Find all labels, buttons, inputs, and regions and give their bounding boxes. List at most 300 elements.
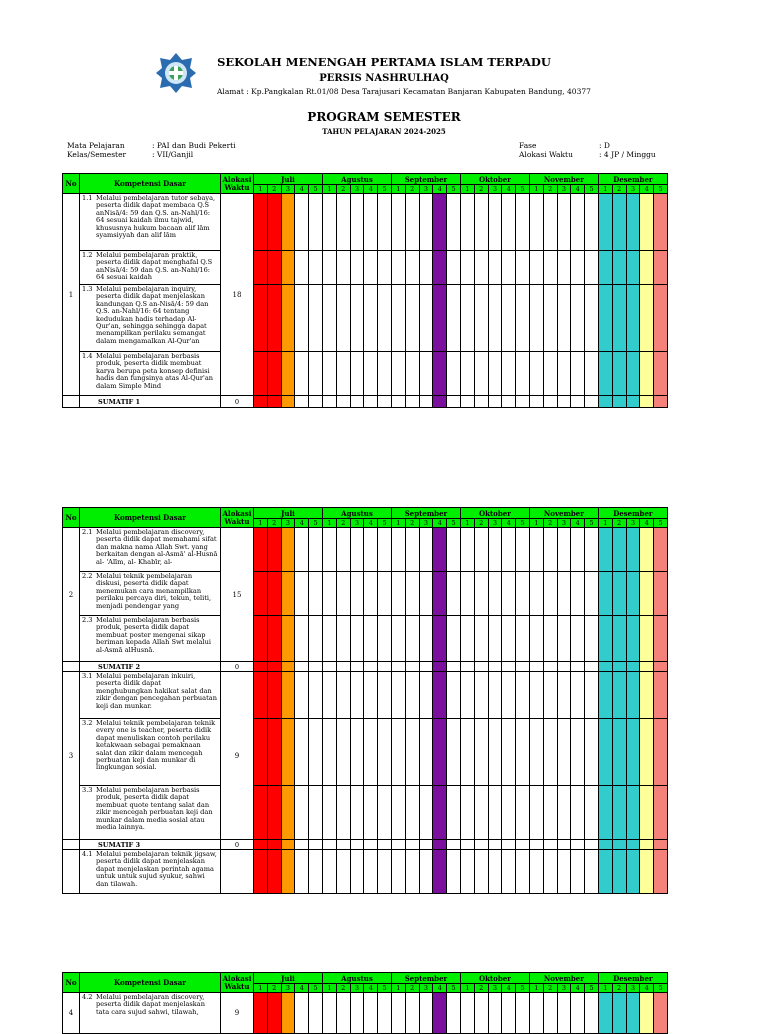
week-cell [585,840,599,850]
week-cell [529,396,543,408]
kelas-value: : VII/Ganjil [152,150,194,159]
week-cell [405,719,419,786]
week-cell [267,396,281,408]
kd-text: Melalui pembelajaran berbasis produk, peserta didik dapat membuat poster mengenai sikap beriman kepada Allah Swt melalui al-Asmā alHusnā. [96,616,212,654]
week-cell [612,840,626,850]
week-header: 1 [391,519,405,528]
week-cell [391,285,405,352]
meta-labels-right [519,141,573,159]
kd-cell [80,786,221,840]
week-cell [447,850,461,894]
month-header: Juli [254,973,323,984]
week-cell [336,285,350,352]
week-cell [281,396,295,408]
week-cell [391,662,405,672]
week-cell [267,719,281,786]
week-cell [460,194,474,251]
week-cell [543,672,557,719]
week-cell [322,850,336,894]
week-header: 4 [571,984,585,993]
kd-cell [80,850,221,894]
week-cell [543,528,557,572]
week-cell [405,285,419,352]
week-cell [640,396,654,408]
kd-text: Melalui pembelajaran inkuiri, peserta didik dapat menghubungkan hakikat salat dan zikir dengan pencegahan perbuatan keji dan munkar. [96,672,217,710]
week-cell [295,786,309,840]
week-cell [281,786,295,840]
week-header: 4 [295,519,309,528]
month-header: Agustus [322,508,391,519]
week-header: 4 [640,185,654,194]
col-header-alokasi [221,973,254,993]
week-cell [433,850,447,894]
week-cell [640,352,654,396]
month-header: Juli [254,508,323,519]
week-cell [295,616,309,662]
week-cell [378,840,392,850]
week-header: 3 [626,185,640,194]
week-cell [391,993,405,1034]
kd-number: 2.3 [82,616,93,624]
week-cell [322,616,336,662]
week-cell [447,251,461,285]
week-header: 4 [571,185,585,194]
week-cell [391,251,405,285]
week-cell [543,396,557,408]
row-number [63,850,80,894]
week-cell [654,251,668,285]
week-cell [405,840,419,850]
week-cell [350,719,364,786]
week-cell [488,528,502,572]
week-cell [447,352,461,396]
week-cell [612,786,626,840]
week-cell [626,572,640,616]
week-cell [640,194,654,251]
week-cell [447,285,461,352]
week-cell [350,572,364,616]
week-cell [254,993,268,1034]
week-cell [529,194,543,251]
week-cell [598,285,612,352]
school-address: Alamat : Kp.Pangkalan Rt.01/08 Desa Tarajusari Kecamatan Banjaran Kabupaten Bandung, 40377 [217,87,591,96]
week-cell [322,993,336,1034]
week-cell [295,719,309,786]
week-cell [378,396,392,408]
week-cell [640,719,654,786]
kd-cell [80,285,221,352]
week-cell [419,672,433,719]
week-cell [598,616,612,662]
week-cell [447,572,461,616]
week-cell [571,194,585,251]
week-cell [612,850,626,894]
week-cell [571,352,585,396]
week-cell [543,850,557,894]
week-cell [516,396,530,408]
week-cell [267,662,281,672]
week-cell [460,662,474,672]
week-cell [336,719,350,786]
week-cell [322,572,336,616]
week-cell [640,672,654,719]
week-header: 3 [350,185,364,194]
week-cell [612,719,626,786]
week-cell [474,616,488,662]
week-cell [322,285,336,352]
week-cell [502,285,516,352]
week-cell [419,528,433,572]
week-cell [654,662,668,672]
week-header: 4 [295,984,309,993]
month-header: Juli [254,174,323,185]
week-header: 5 [309,185,323,194]
week-cell [350,840,364,850]
week-cell [626,352,640,396]
week-cell [309,396,323,408]
week-header: 5 [654,185,668,194]
week-cell [557,352,571,396]
week-cell [309,528,323,572]
week-cell [254,840,268,850]
week-cell [378,993,392,1034]
kd-text: Melalui teknik pembelajaran teknik every one is teacher, peserta didik dapat menuliskan contoh perilaku ketakwaan sebagai pemaknaan salat dan zikir dalam mencegah perbuatan keji dan munkar di lingkungan sosial. [96,719,216,772]
week-header: 2 [612,519,626,528]
week-cell [612,194,626,251]
week-cell [626,194,640,251]
sumatif-alokasi: 0 [221,396,254,408]
week-cell [295,285,309,352]
week-cell [571,786,585,840]
week-cell [557,786,571,840]
week-cell [350,194,364,251]
week-cell [433,396,447,408]
week-cell [612,352,626,396]
week-cell [322,251,336,285]
week-header: 5 [309,519,323,528]
week-cell [598,572,612,616]
week-cell [295,396,309,408]
week-header: 5 [654,984,668,993]
month-header: November [529,973,598,984]
week-cell [405,396,419,408]
col-header-no: No [63,508,80,528]
week-cell [433,993,447,1034]
week-cell [585,194,599,251]
kd-cell [80,719,221,786]
week-cell [254,194,268,251]
week-cell [460,396,474,408]
week-cell [309,850,323,894]
week-header: 2 [543,519,557,528]
week-cell [502,672,516,719]
week-cell [391,396,405,408]
week-cell [516,850,530,894]
week-header: 5 [447,519,461,528]
alokasi-header-line2: Waktu [224,981,250,991]
week-cell [378,719,392,786]
week-cell [309,993,323,1034]
week-cell [598,251,612,285]
week-cell [391,850,405,894]
week-cell [654,285,668,352]
week-cell [640,528,654,572]
kd-number: 1.3 [82,285,93,293]
week-header: 1 [460,519,474,528]
week-cell [419,251,433,285]
week-cell [488,352,502,396]
week-header: 3 [281,185,295,194]
week-cell [529,662,543,672]
week-cell [295,251,309,285]
week-cell [336,251,350,285]
week-cell [626,786,640,840]
week-header: 3 [557,984,571,993]
week-cell [557,194,571,251]
school-name: SEKOLAH MENENGAH PERTAMA ISLAM TERPADU [217,55,551,69]
kd-text: Melalui pembelajaran berbasis produk, peserta didik dapat membuat quote tentang salat dan zikir mencegah perbuatan keji dan munkar dalam media sosial atau media lainnya. [96,786,213,832]
alokasi-header-line2: Waktu [224,182,250,192]
week-cell [391,616,405,662]
week-cell [433,285,447,352]
week-cell [460,616,474,662]
week-cell [626,396,640,408]
week-cell [654,194,668,251]
week-cell [254,786,268,840]
week-cell [543,572,557,616]
kd-text: Melalui pembelajaran discovery, peserta didik dapat memahami sifat dan makna nama Allah Swt. yang berkaitan dengan al-Asmā' al-Husnā al- 'Alīm, al- Khabīr, al- [96,528,218,566]
week-cell [281,616,295,662]
week-cell [557,672,571,719]
kd-cell [80,528,221,572]
week-cell [405,672,419,719]
week-cell [419,662,433,672]
week-header: 1 [529,185,543,194]
week-cell [612,672,626,719]
week-cell [433,840,447,850]
week-cell [474,662,488,672]
week-cell [598,786,612,840]
week-cell [350,672,364,719]
week-cell [488,672,502,719]
week-cell [502,572,516,616]
week-cell [419,572,433,616]
week-cell [391,528,405,572]
week-header: 1 [391,185,405,194]
week-cell [309,285,323,352]
week-header: 5 [309,984,323,993]
week-cell [336,616,350,662]
week-cell [571,850,585,894]
week-header: 2 [612,984,626,993]
week-cell [364,572,378,616]
week-header: 2 [405,984,419,993]
week-cell [433,662,447,672]
week-cell [529,616,543,662]
week-cell [281,528,295,572]
week-cell [488,194,502,251]
week-cell [336,850,350,894]
month-header: Oktober [460,174,529,185]
week-cell [447,194,461,251]
week-cell [267,616,281,662]
week-header: 2 [543,185,557,194]
week-header: 1 [391,984,405,993]
week-cell [336,396,350,408]
week-cell [557,993,571,1034]
week-cell [612,396,626,408]
kd-text: Melalui pembelajaran praktik, peserta didik dapat menghafal Q.S anNisā/4: 59 dan Q.S. an-Nahl/16: 64 sesuai kaidah [96,251,213,282]
week-cell [254,572,268,616]
week-cell [585,850,599,894]
week-cell [281,850,295,894]
week-cell [598,672,612,719]
week-cell [281,572,295,616]
sumatif-alokasi: 0 [221,662,254,672]
week-cell [654,352,668,396]
month-header: November [529,174,598,185]
kd-text: Melalui pembelajaran berbasis produk, peserta didik membuat karya berupa peta konsep definisi hadis dan fungsinya atas Al-Qur'an dalam Simple Mind [96,352,214,390]
week-cell [391,352,405,396]
week-cell [516,672,530,719]
week-cell [516,616,530,662]
month-header: Desember [598,508,667,519]
week-cell [460,786,474,840]
kd-number: 1.2 [82,251,93,259]
week-cell [350,352,364,396]
week-cell [364,850,378,894]
week-cell [543,616,557,662]
week-cell [474,719,488,786]
week-header: 1 [322,984,336,993]
week-cell [405,662,419,672]
week-cell [626,616,640,662]
week-cell [433,572,447,616]
week-cell [460,285,474,352]
week-cell [364,993,378,1034]
week-header: 4 [433,984,447,993]
week-cell [460,528,474,572]
month-header: September [391,174,460,185]
week-cell [295,850,309,894]
week-cell [350,662,364,672]
kd-number: 3.1 [82,672,93,680]
col-header-kd: Kompetensi Dasar [80,174,221,194]
week-cell [447,993,461,1034]
kd-cell [80,194,221,251]
week-header: 2 [267,519,281,528]
week-cell [336,572,350,616]
row-number: 4 [63,993,80,1034]
week-header: 3 [281,519,295,528]
week-cell [322,396,336,408]
week-header: 1 [322,519,336,528]
col-header-alokasi [221,174,254,194]
week-cell [447,528,461,572]
kd-number: 1.4 [82,352,93,360]
week-cell [640,572,654,616]
week-cell [502,840,516,850]
week-cell [529,528,543,572]
week-header: 3 [281,984,295,993]
week-header: 2 [543,984,557,993]
week-cell [598,662,612,672]
week-cell [254,616,268,662]
week-cell [654,850,668,894]
week-cell [350,285,364,352]
week-header: 2 [336,519,350,528]
week-cell [654,786,668,840]
kd-number: 2.1 [82,528,93,536]
week-cell [254,285,268,352]
month-header: Desember [598,973,667,984]
week-header: 3 [488,984,502,993]
kd-text: Melalui pembelajaran inquiry, peserta didik dapat menjelaskan kandungan Q.S an-Nisā/4: 59 dan Q.S. an-Nahl/16: 64 tentang kedudukan hadis terhadap Al-Qur'an, sehingga sehingga dapat menampilkan perilaku semangat dalam mengamalkan Al-Qur'an [96,285,209,345]
week-cell [640,616,654,662]
program-table-2 [62,507,668,894]
kd-number: 4.1 [82,850,93,858]
week-cell [405,850,419,894]
week-header: 4 [502,185,516,194]
week-cell [654,672,668,719]
sumatif-label: SUMATIF 1 [80,396,221,408]
week-header: 2 [336,984,350,993]
week-cell [433,616,447,662]
week-header: 5 [516,984,530,993]
week-cell [557,528,571,572]
week-cell [267,528,281,572]
week-cell [391,719,405,786]
week-cell [488,719,502,786]
col-header-no: No [63,174,80,194]
week-cell [502,993,516,1034]
week-header: 2 [267,185,281,194]
week-cell [516,285,530,352]
week-header: 1 [254,984,268,993]
week-cell [516,719,530,786]
kd-cell [80,352,221,396]
week-cell [488,993,502,1034]
week-cell [585,352,599,396]
week-cell [460,993,474,1034]
week-cell [654,396,668,408]
week-cell [364,396,378,408]
week-cell [585,993,599,1034]
week-header: 5 [654,519,668,528]
week-header: 4 [571,519,585,528]
kd-text: Melalui pembelajaran tutor sebaya, peserta didik dapat membaca Q.S anNisā/4: 59 dan Q.S. an-Nahl/16: 64 sesuai kaidah ilmu tajwid, khususnya hukum bacaan alif lām syamsiyyah dan alif lām [96,194,216,240]
week-cell [254,251,268,285]
week-cell [516,572,530,616]
sumatif-label: SUMATIF 2 [80,662,221,672]
week-cell [281,993,295,1034]
week-cell [488,840,502,850]
month-header: September [391,973,460,984]
week-cell [585,396,599,408]
week-cell [336,672,350,719]
alokasi-label: Alokasi Waktu [519,150,573,159]
week-header: 5 [447,984,461,993]
week-cell [378,616,392,662]
kd-number: 3.2 [82,719,93,727]
week-cell [322,840,336,850]
kelas-label: Kelas/Semester [67,150,127,159]
week-header: 4 [502,519,516,528]
week-cell [447,662,461,672]
week-cell [640,251,654,285]
week-cell [516,352,530,396]
week-cell [557,285,571,352]
